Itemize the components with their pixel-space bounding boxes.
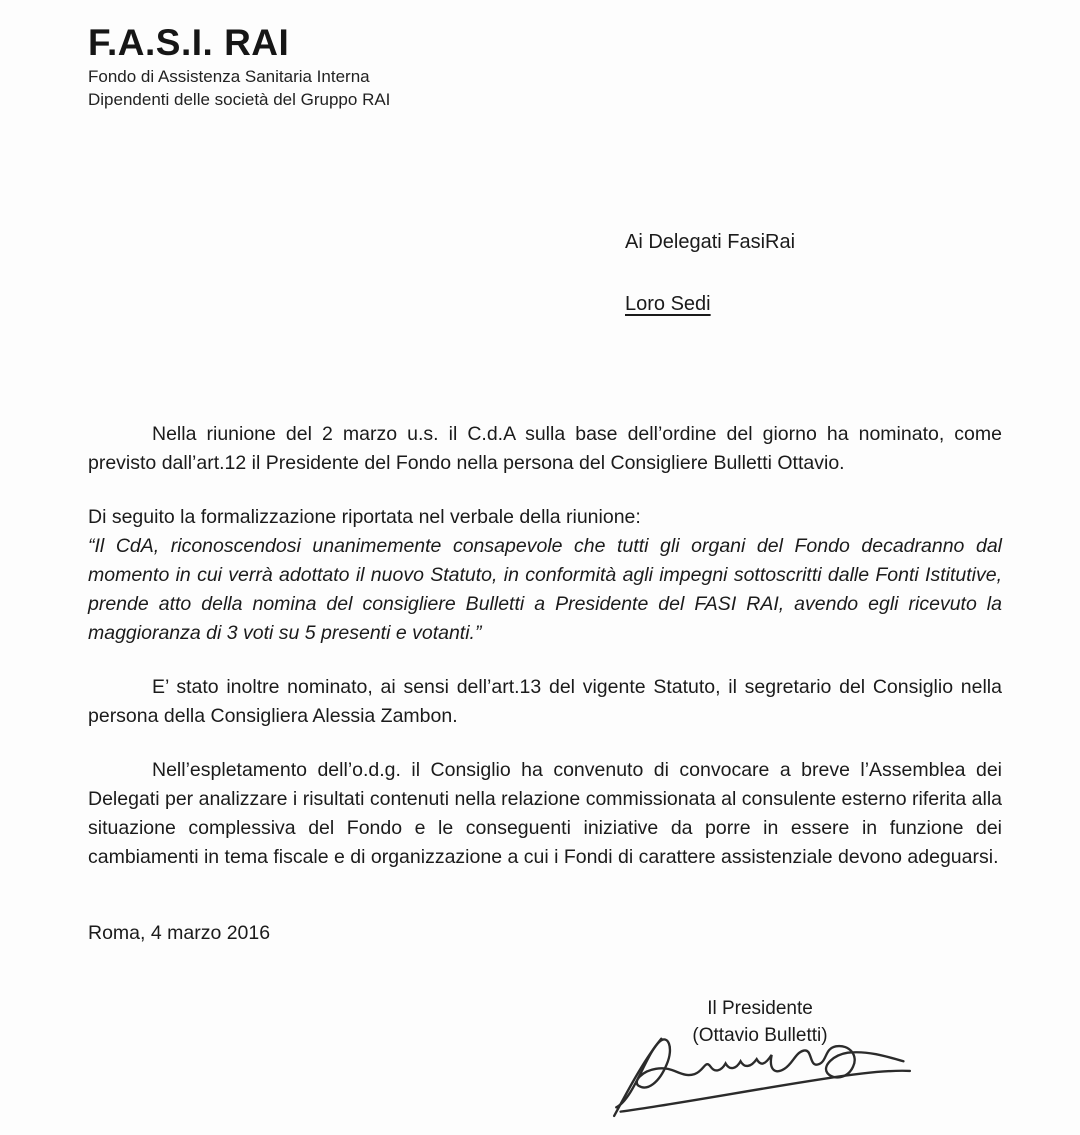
letter-body [88, 420, 1002, 948]
letterhead [88, 22, 390, 110]
signature-title: Il Presidente [707, 998, 813, 1019]
org-subtitle-line2: Dipendenti delle società del Gruppo RAI [88, 90, 391, 109]
handwritten-signature-icon [612, 1022, 912, 1122]
body-paragraph-1: Nella riunione del 2 marzo u.s. il C.d.A sulla base dell’ordine del giorno ha nominato, come previsto dall’art.12 il Presidente del Fondo nella persona del Consigliere Bulletti Ottavio. [88, 423, 1002, 474]
body-paragraph-3: E’ stato inoltre nominato, ai sensi dell’art.13 del vigente Statuto, il segretario del Consiglio nella persona della Consigliera Alessia Zambon. [88, 676, 1002, 727]
signature-name: (Ottavio Bulletti) [692, 1025, 828, 1046]
dateline: Roma, 4 marzo 2016 [88, 922, 271, 944]
org-subtitle-line1: Fondo di Assistenza Sanitaria Interna [88, 67, 370, 86]
body-paragraph-4: Nell’espletamento dell’o.d.g. il Consiglio ha convenuto di convocare a breve l’Assemblea dei Delegati per analizzare i risultati contenuti nella relazione commissionata al consulente esterno riferita alla situazione complessiva del Fondo e le conseguenti iniziative da porre in essere in funzione dei cambiamenti in tema fiscale e di organizzazione a cui i Fondi di carattere assistenziale devono adeguarsi. [88, 759, 1002, 868]
org-name: F.A.S.I. RAI [88, 22, 290, 63]
recipient-block [625, 230, 795, 316]
body-quote: “Il CdA, riconoscendosi unanimemente consapevole che tutti gli organi del Fondo decadranno dal momento in cui verrà adottato il nuovo Statuto, in conformità agli impegni sottoscritti dalle Fonti Istitutive, prende atto della nomina del consigliere Bulletti a Presidente del FASI RAI, avendo egli ricevuto la maggioranza di 3 voti su 5 presenti e votanti.” [88, 535, 1002, 644]
recipient-line: Ai Delegati FasiRai [625, 231, 796, 253]
recipient-location: Loro Sedi [625, 293, 711, 315]
body-paragraph-2-intro: Di seguito la formalizzazione riportata nel verbale della riunione: [88, 506, 641, 528]
